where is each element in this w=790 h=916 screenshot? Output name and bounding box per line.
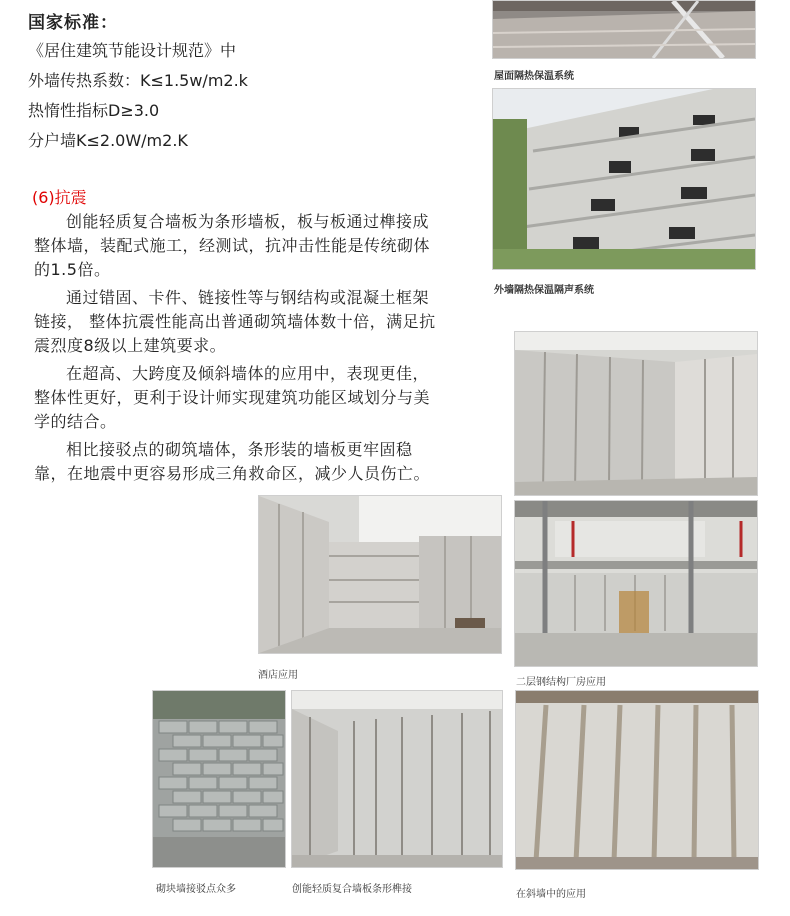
panel-joint-photo bbox=[291, 690, 503, 868]
slanted-wall-photo bbox=[515, 690, 759, 870]
hotel-application-photo bbox=[258, 495, 502, 654]
slanted-wall-caption: 在斜墙中的应用 bbox=[516, 889, 586, 900]
seismic-paragraph-2: 通过错固、卡件、链接性等与钢结构或混凝土框架链接， 整体抗震性能高出普通砌筑墙体数十倍，满足抗震烈度8级以上建筑要求。 bbox=[34, 288, 436, 355]
standard-title: 国家标准： bbox=[28, 13, 118, 33]
seismic-paragraph-1: 创能轻质复合墙板为条形墙板，板与板通过榫接成整体墙，装配式施工，经测试，抗冲击性能是传统砌体的1.5倍。 bbox=[34, 212, 431, 279]
steel-factory-photo bbox=[514, 500, 758, 667]
block-wall-photo bbox=[152, 690, 286, 868]
roof-insulation-photo bbox=[492, 0, 756, 59]
standard-line-inertia: 热惰性指标D≥3.0 bbox=[28, 101, 160, 120]
hotel-application-caption: 酒店应用 bbox=[258, 670, 298, 681]
seismic-section-title: (6)抗震 bbox=[32, 188, 87, 207]
standard-line-wall-k: 外墙传热系数：K≤1.5w/m2.k bbox=[28, 71, 248, 90]
standard-line-spec: 《居住建筑节能设计规范》中 bbox=[28, 41, 237, 60]
seismic-paragraph-4: 相比接驳点的砌筑墙体，条形装的墙板更牢固稳靠，在地震中更容易形成三角救命区，减少人员伤亡。 bbox=[34, 440, 431, 483]
steel-factory-caption: 二层钢结构厂房应用 bbox=[516, 677, 606, 688]
panel-joint-caption: 创能轻质复合墙板条形榫接 bbox=[292, 884, 412, 895]
seismic-paragraph-3: 在超高、大跨度及倾斜墙体的应用中，表现更佳，整体性更好，更利于设计师实现建筑功能区域划分与美学的结合。 bbox=[34, 364, 431, 431]
roof-insulation-caption: 屋面隔热保温系统 bbox=[494, 71, 574, 82]
facade-insulation-caption: 外墙隔热保温隔声系统 bbox=[494, 285, 594, 296]
interior-wall-panels-photo bbox=[514, 331, 758, 496]
facade-insulation-photo bbox=[492, 88, 756, 270]
block-wall-caption: 砌块墙接驳点众多 bbox=[156, 884, 236, 895]
standard-line-partition-k: 分户墙K≤2.0W/m2.K bbox=[28, 131, 188, 150]
